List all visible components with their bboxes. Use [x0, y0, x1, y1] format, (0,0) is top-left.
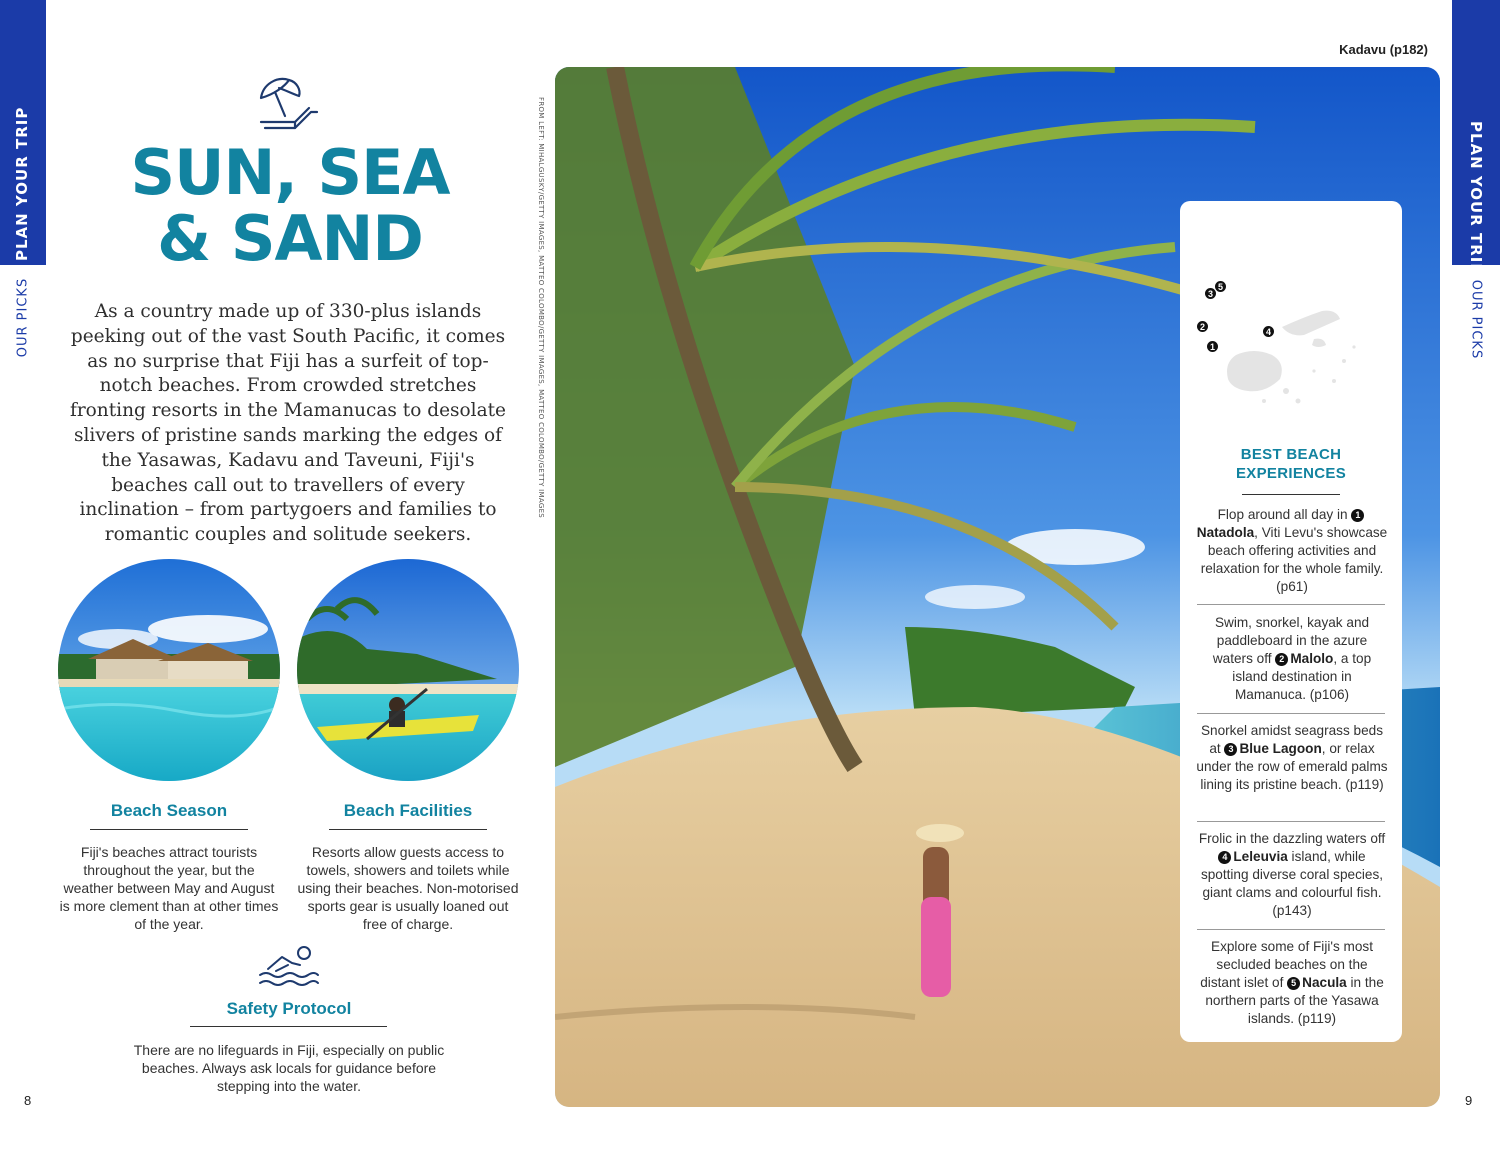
side-tab-plan-your-trip: PLAN YOUR TRIP: [1467, 121, 1485, 276]
map-marker-5: 5: [1214, 280, 1227, 293]
experience-text: , Viti Levu's showcase beach offering activities and relaxation for the whole family. (p61): [1200, 525, 1388, 594]
experience-item: [1196, 938, 1388, 1028]
best-beach-experiences-card: [1180, 201, 1402, 1042]
experience-text: Swim, snorkel, kayak and paddleboard in the azure waters off: [1212, 615, 1370, 666]
experience-place: Malolo: [1290, 651, 1334, 666]
side-tab-our-picks: OUR PICKS: [1468, 279, 1484, 360]
title-line-1: SUN, SEA: [130, 136, 450, 209]
experience-number: 5: [1287, 977, 1300, 990]
experience-item: [1196, 722, 1388, 794]
experience-place: Nacula: [1302, 975, 1347, 990]
experience-number: 2: [1275, 653, 1288, 666]
photo-credit-text: FROM LEFT: MIHALGUSKY/GETTY IMAGES, MATTEO COLOMBO/GETTY IMAGES, MATTEO COLOMBO/GETTY IMAGES: [537, 97, 545, 519]
experience-text: Snorkel amidst seagrass beds at: [1200, 723, 1384, 756]
map-marker-1: 1: [1206, 340, 1219, 353]
experience-item: [1196, 830, 1388, 920]
side-tab-right: [1452, 0, 1500, 1154]
experience-text: Flop around all day in: [1217, 507, 1348, 522]
experience-place: Leleuvia: [1233, 849, 1288, 864]
safety-protocol-heading: Safety Protocol: [226, 999, 352, 1018]
experience-number: 3: [1224, 743, 1237, 756]
safety-protocol-text: There are no lifeguards in Fiji, especially on public beaches. Always ask locals for guidance before stepping into the water.: [133, 1042, 445, 1094]
side-tab-our-picks: OUR PICKS: [15, 277, 31, 358]
beach-umbrella-lounger-icon: [255, 72, 321, 134]
beach-facilities-heading: Beach Facilities: [343, 801, 473, 820]
card-heading-line-2: EXPERIENCES: [1236, 465, 1346, 482]
side-tab-left: [0, 0, 46, 1154]
experience-place: Blue Lagoon: [1239, 741, 1322, 756]
experience-text: Explore some of Fiji's most secluded beaches on the distant islet of: [1200, 939, 1373, 990]
photo-caption: Kadavu (p182): [1339, 42, 1428, 57]
beach-season-rule: [90, 829, 248, 830]
experience-item: [1196, 506, 1388, 596]
experience-item: [1196, 614, 1388, 704]
experience-text: , or relax under the row of emerald palms lining its pristine beach. (p119): [1196, 741, 1388, 792]
experience-divider: [1197, 821, 1385, 822]
card-heading-rule: [1242, 494, 1340, 495]
card-heading-line-1: BEST BEACH: [1240, 446, 1342, 463]
card-heading: [1180, 445, 1402, 483]
beach-season-text: Fiji's beaches attract tourists throughout the year, but the weather between May and August is more clement than at other times of the year.: [59, 844, 279, 932]
swimmer-icon: [258, 943, 320, 991]
photo-credit: [539, 97, 551, 537]
page-number-left: 8: [24, 1093, 32, 1108]
experience-text: , a top island destination in Mamanuca. (p106): [1232, 651, 1372, 702]
beach-facilities-photo: [297, 559, 519, 781]
title-line-2: & SAND: [157, 202, 423, 275]
intro-paragraph: As a country made up of 330-plus islands peeking out of the vast South Pacific, it comes as no surprise that Fiji has a surfeit of top-notch beaches. From crowded stretches fronting resorts in the Mamanucas to desolate slivers of pristine sands marking the edges of the Yasawas, Kadavu and Taveuni, Fiji's beaches call out to travellers of every inclination – from partygoers and families to romantic couples and solitude seekers.: [69, 301, 507, 546]
map-marker-4: 4: [1262, 325, 1275, 338]
experience-text: Frolic in the dazzling waters off: [1198, 831, 1386, 846]
side-tab-plan-your-trip: PLAN YOUR TRIP: [13, 106, 31, 261]
experience-divider: [1197, 604, 1385, 605]
experience-divider: [1197, 929, 1385, 930]
beach-season-heading: Beach Season: [110, 801, 228, 820]
experience-number: 4: [1218, 851, 1231, 864]
experience-number: 1: [1351, 509, 1364, 522]
experience-text: in the northern parts of the Yasawa islands. (p119): [1205, 975, 1384, 1026]
map-marker-3: 3: [1204, 287, 1217, 300]
map-marker-2: 2: [1196, 320, 1209, 333]
safety-protocol-rule: [190, 1026, 387, 1027]
beach-facilities-text: Resorts allow guests access to towels, showers and toilets while using their beaches. Non-motorised sports gear is usually loaned out free of charge.: [297, 844, 519, 932]
fiji-locator-map: [1194, 251, 1394, 411]
beach-season-photo: [58, 559, 280, 781]
beach-facilities-rule: [329, 829, 487, 830]
page-number-right: 9: [1465, 1093, 1473, 1108]
experience-text: island, while spotting diverse coral species, giant clams and colourful fish. (p143): [1200, 849, 1384, 918]
experience-divider: [1197, 713, 1385, 714]
page-title: [60, 136, 520, 275]
experience-place: Natadola: [1196, 525, 1255, 540]
